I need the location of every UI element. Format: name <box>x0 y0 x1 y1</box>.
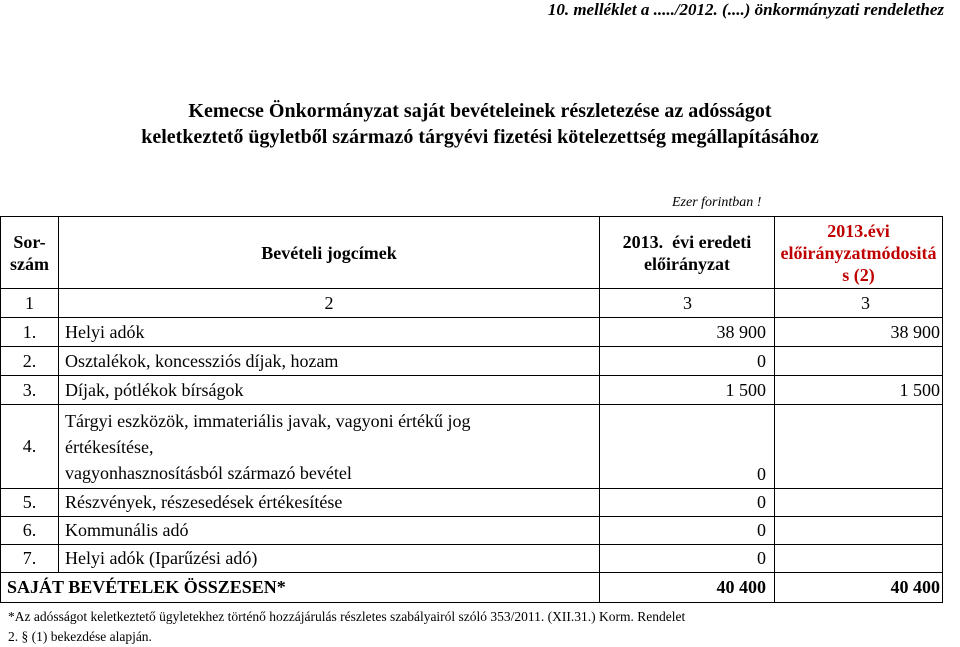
row-label: Díjak, pótlékok bírságok <box>59 376 600 405</box>
row-eredeti: 0 <box>600 545 775 573</box>
table-row <box>1 405 943 489</box>
row-eredeti: 1 500 <box>600 376 775 405</box>
unit-note: Ezer forintban ! <box>672 195 762 210</box>
row-label: Részvények, részesedések értékesítése <box>59 489 600 517</box>
colnum-3: 3 <box>600 289 775 318</box>
row-modositas <box>775 405 943 489</box>
header-sorszam-line1: Sor- <box>13 231 46 252</box>
colnum-1: 1 <box>1 289 59 318</box>
header-eredeti-line1: 2013. évi eredeti <box>622 231 752 252</box>
total-label: SAJÁT BEVÉTELEK ÖSSZESEN* <box>1 573 600 603</box>
table-row <box>1 318 943 347</box>
row-modositas: 38 900 <box>775 318 943 347</box>
column-number-row <box>1 289 943 318</box>
row-index: 7. <box>1 545 59 573</box>
colnum-2: 2 <box>59 289 600 318</box>
document-title <box>0 98 960 150</box>
row-label-line2: értékesítése, <box>65 436 154 457</box>
row-eredeti: 0 <box>600 347 775 376</box>
row-index: 4. <box>1 405 59 489</box>
table-row <box>1 347 943 376</box>
row-modositas: 1 500 <box>775 376 943 405</box>
row-modositas <box>775 517 943 545</box>
row-index: 3. <box>1 376 59 405</box>
table-row <box>1 517 943 545</box>
header-eredeti-line2: előirányzat <box>644 253 730 274</box>
row-label-line3: vagyonhasznosításból származó bevétel <box>65 462 352 483</box>
header-modositas-line3: s (2) <box>842 264 875 285</box>
header-eredeti <box>600 217 775 289</box>
header-modositas <box>775 217 943 289</box>
row-index: 6. <box>1 517 59 545</box>
total-eredeti: 40 400 <box>600 573 775 603</box>
table-row <box>1 489 943 517</box>
title-line-2: keletkeztető ügyletből származó tárgyévi fizetési kötelezettség megállapításához <box>141 126 819 148</box>
title-line-1: Kemecse Önkormányzat saját bevételeinek részletezése az adósságot <box>188 100 772 122</box>
row-modositas <box>775 545 943 573</box>
total-modositas: 40 400 <box>775 573 943 603</box>
row-eredeti: 0 <box>600 405 775 489</box>
header-modositas-line1: 2013.évi <box>827 220 890 241</box>
total-row <box>1 573 943 603</box>
row-label: Osztalékok, koncessziós díjak, hozam <box>59 347 600 376</box>
header-jogcim: Bevételi jogcímek <box>59 217 600 289</box>
row-index: 1. <box>1 318 59 347</box>
row-eredeti: 0 <box>600 489 775 517</box>
table-row <box>1 545 943 573</box>
row-index: 5. <box>1 489 59 517</box>
row-index: 2. <box>1 347 59 376</box>
header-modositas-line2: előirányzatmódositá <box>780 242 937 263</box>
reference-line: 10. melléklet a ...../2012. (....) önkormányzati rendelethez <box>547 0 944 19</box>
footnote <box>8 607 808 647</box>
header-sorszam-line2: szám <box>10 253 49 274</box>
row-eredeti: 0 <box>600 517 775 545</box>
header-sorszam <box>1 217 59 289</box>
footnote-line1: *Az adósságot keletkeztető ügyletekhez történő hozzájárulás részletes szabályairól szóló 353/2011. (XII.31.) Korm. Rendelet <box>8 609 686 624</box>
row-label <box>59 405 600 489</box>
revenue-table <box>0 216 943 603</box>
footnote-line2: 2. § (1) bekezdése alapján. <box>8 629 152 644</box>
row-eredeti: 38 900 <box>600 318 775 347</box>
colnum-4: 3 <box>775 289 943 318</box>
row-label: Helyi adók <box>59 318 600 347</box>
row-modositas <box>775 347 943 376</box>
row-label-line1: Tárgyi eszközök, immateriális javak, vagyoni értékű jog <box>65 410 471 431</box>
row-label: Helyi adók (Iparűzési adó) <box>59 545 600 573</box>
row-label: Kommunális adó <box>59 517 600 545</box>
header-row <box>1 217 943 289</box>
table-row <box>1 376 943 405</box>
row-modositas <box>775 489 943 517</box>
